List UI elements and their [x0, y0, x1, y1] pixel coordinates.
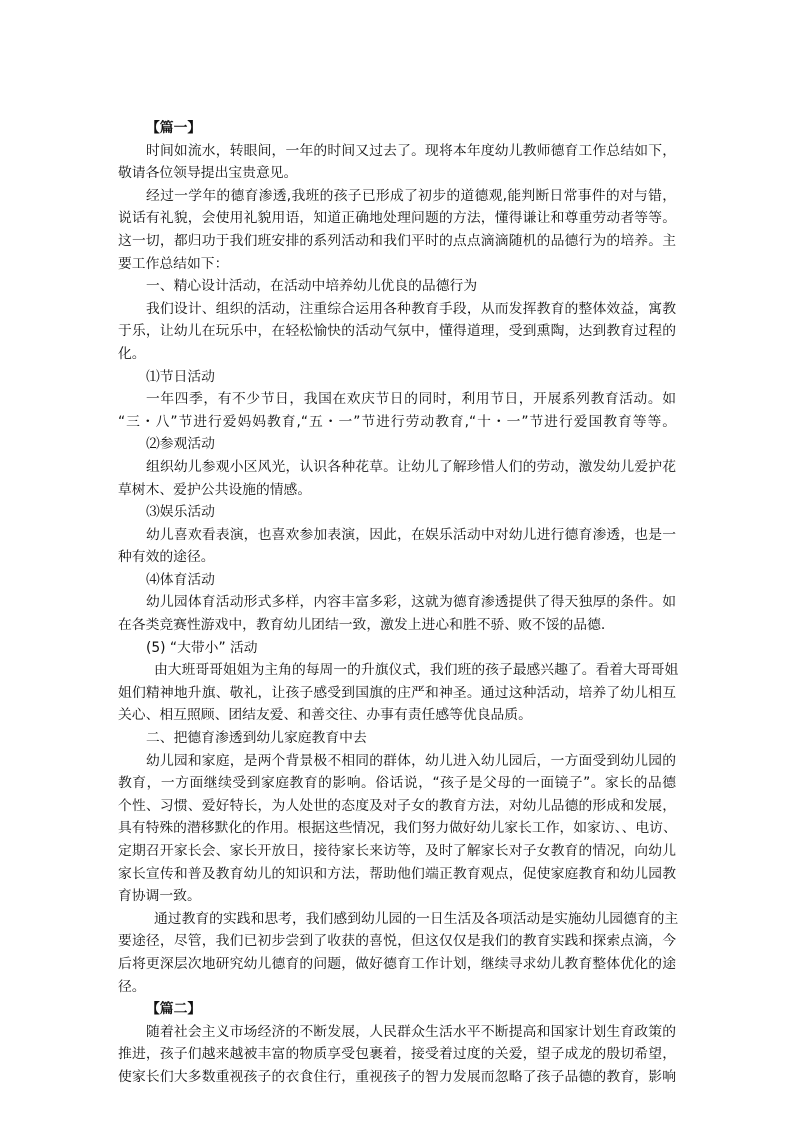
paragraph-line: 要工作总结如下： [118, 255, 229, 272]
paragraph-line: 教育，一方面继续受到家庭教育的影响。俗话说，“孩子是父母的一面镜子”。家长的品德 [118, 775, 676, 792]
paragraph-line: 经过一学年的德育渗透,我班的孩子已形成了初步的道德观,能判断日常事件的对与错， [146, 187, 676, 204]
paragraph-line: 关心、相互照顾、团结友爱、和善交往、办事有责任感等优良品质。 [118, 707, 532, 724]
paragraph-line: 草树木、爱护公共设施的情感。 [118, 481, 312, 498]
paragraph-line: “三・八”节进行爱妈妈教育,“五・一”节进行劳动教育,“十・一”节进行爱国教育等等。 [118, 413, 676, 430]
paragraph-line: 幼儿喜欢看表演，也喜欢参加表演，因此，在娱乐活动中对幼儿进行德育渗透，也是一 [146, 526, 676, 543]
paragraph-line: 要途径，尽管，我们已初步尝到了收获的喜悦，但这仅仅是我们的教育实践和探索点滴，今 [118, 933, 676, 950]
paragraph-line: 家长宣传和普及教育幼儿的知识和方法，帮助他们端正教育观点，促使家庭教育和幼儿园教 [118, 865, 676, 882]
paragraph-line: 具有特殊的潜移默化的作用。根据这些情况，我们努力做好幼儿家长工作，如家访、、电访、 [118, 820, 677, 837]
paragraph-line: 时间如流水，转眼间，一年的时间又过去了。现将本年度幼儿教师德育工作总结如下， [146, 142, 676, 159]
document-page [118, 117, 679, 1089]
paragraph-line: 使家长们大多数重视孩子的衣食住行，重视孩子的智力发展而忽略了孩子品德的教育，影响 [118, 1068, 676, 1085]
paragraph-line: 一年四季，有不少节日，我国在欢庆节日的同时，利用节日，开展系列教育活动。如 [146, 391, 676, 408]
paragraph-line: 于乐，让幼儿在玩乐中，在轻松愉快的活动气氛中，懂得道理，受到熏陶，达到教育过程的 [118, 323, 676, 340]
paragraph-line: 敬请各位领导提出宝贵意见。 [118, 165, 298, 182]
item-heading: (5) “大带小” 活动 [146, 639, 258, 656]
item-heading: ⑵参观活动 [146, 436, 215, 453]
paragraph-line: 随着社会主义市场经济的不断发展，人民群众生活水平不断提高和国家计划生育政策的 [146, 1023, 676, 1040]
paragraph-line: 组织幼儿参观小区风光，认识各种花草。让幼儿了解珍惜人们的劳动，激发幼儿爱护花 [146, 458, 676, 475]
subsection-heading: 二、把德育渗透到幼儿家庭教育中去 [146, 730, 367, 747]
paragraph-line: 化。 [118, 345, 146, 362]
paragraph-line: 姐们精神地升旗、敬礼，让孩子感受到国旗的庄严和神圣。通过这种活动，培养了幼儿相互 [118, 684, 676, 701]
paragraph-line: 推进，孩子们越来越被丰富的物质享受包裹着，接受着过度的关爱，望子成龙的殷切希望， [118, 1046, 676, 1063]
item-heading: ⑶娱乐活动 [146, 504, 215, 521]
paragraph-line: 幼儿园和家庭，是两个背景极不相同的群体，幼儿进入幼儿园后，一方面受到幼儿园的 [146, 752, 676, 769]
paragraph-line: 这一切，都归功于我们班安排的系列活动和我们平时的点点滴滴随机的品德行为的培养。主 [118, 232, 676, 249]
section-heading-2: 【篇二】 [146, 1001, 202, 1018]
paragraph-line: 说话有礼貌，会使用礼貌用语，知道正确地处理问题的方法，懂得谦让和尊重劳动者等等。 [118, 210, 676, 227]
paragraph-line: 育协调一致。 [118, 888, 201, 905]
item-heading: ⑷体育活动 [146, 571, 215, 588]
paragraph-line: 由大班哥哥姐姐为主角的每周一的升旗仪式，我们班的孩子最感兴趣了。看着大哥哥姐 [154, 662, 679, 679]
section-heading-1: 【篇一】 [146, 120, 202, 136]
item-heading: ⑴节日活动 [146, 368, 215, 385]
paragraph-line: 通过教育的实践和思考，我们感到幼儿园的一日生活及各项活动是实施幼儿园德育的主 [154, 910, 679, 927]
paragraph-line: 幼儿园体育活动形式多样，内容丰富多彩，这就为德育渗透提供了得天独厚的条件。如 [146, 594, 676, 611]
paragraph-line: 径。 [118, 978, 146, 995]
paragraph-line: 在各类竞赛性游戏中，教育幼儿团结一致，激发上进心和胜不骄、败不馁的品德. [118, 617, 606, 634]
paragraph-line: 后将更深层次地研究幼儿德育的问题，做好德育工作计划，继续寻求幼儿教育整体优化的途 [118, 955, 676, 972]
subsection-heading: 一、精心设计活动，在活动中培养幼儿优良的品德行为 [146, 278, 478, 295]
paragraph-line: 种有效的途径。 [118, 549, 215, 566]
paragraph-line: 个性、习惯、爱好特长，为人处世的态度及对子女的教育方法，对幼儿品德的形成和发展， [118, 797, 676, 814]
paragraph-line: 我们设计、组织的活动，注重综合运用各种教育手段，从而发挥教育的整体效益，寓教 [146, 300, 676, 317]
paragraph-line: 定期召开家长会、家长开放日，接待家长来访等，及时了解家长对子女教育的情况，向幼儿 [118, 843, 676, 859]
